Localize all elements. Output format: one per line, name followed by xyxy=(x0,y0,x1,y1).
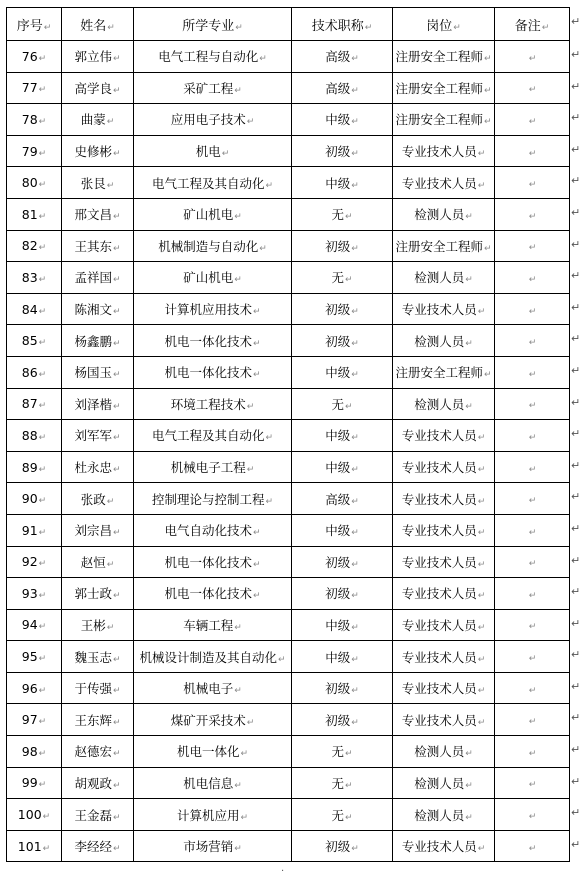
cell-post: 专业技术人员↵ xyxy=(393,672,495,704)
cell-no: 76↵ xyxy=(7,41,62,73)
cell-name: 杨国玉↵ xyxy=(62,356,134,388)
cell-major: 机械制造与自动化↵ xyxy=(134,230,292,262)
cell-note: ↵ xyxy=(495,799,570,831)
row-end-mark: ↵ xyxy=(571,806,581,819)
table-row xyxy=(7,325,570,357)
row-end-mark: ↵ xyxy=(571,301,581,314)
cell-note: ↵ xyxy=(495,293,570,325)
cell-note: ↵ xyxy=(495,483,570,515)
cell-no: 91↵ xyxy=(7,514,62,546)
cell-note: ↵ xyxy=(495,736,570,768)
cell-no: 96↵ xyxy=(7,672,62,704)
cell-name: 赵德宏↵ xyxy=(62,736,134,768)
row-end-mark: ↵ xyxy=(571,427,581,440)
cell-no: 94↵ xyxy=(7,609,62,641)
cell-major: 机电一体化技术↵ xyxy=(134,356,292,388)
cell-name: 孟祥国↵ xyxy=(62,262,134,294)
row-end-mark: ↵ xyxy=(571,15,581,28)
cell-post: 专业技术人员↵ xyxy=(393,483,495,515)
cell-title: 无↵ xyxy=(292,736,393,768)
cell-title: 初级↵ xyxy=(292,230,393,262)
cell-name: 史修彬↵ xyxy=(62,135,134,167)
cell-major: 矿山机电↵ xyxy=(134,262,292,294)
header-cell-post: 岗位↵ xyxy=(393,8,495,41)
table-row xyxy=(7,609,570,641)
cell-note: ↵ xyxy=(495,514,570,546)
cell-major: 机电一体化技术↵ xyxy=(134,325,292,357)
cell-no: 81↵ xyxy=(7,198,62,230)
cell-title: 无↵ xyxy=(292,262,393,294)
cell-name: 王其东↵ xyxy=(62,230,134,262)
cell-no: 93↵ xyxy=(7,578,62,610)
cell-post: 专业技术人员↵ xyxy=(393,609,495,641)
cell-no: 98↵ xyxy=(7,736,62,768)
cell-title: 中级↵ xyxy=(292,356,393,388)
row-end-mark: ↵ xyxy=(571,174,581,187)
cell-title: 初级↵ xyxy=(292,546,393,578)
table-row xyxy=(7,104,570,136)
table-row xyxy=(7,578,570,610)
cell-note: ↵ xyxy=(495,546,570,578)
cell-post: 检测人员↵ xyxy=(393,198,495,230)
cell-name: 胡观政↵ xyxy=(62,767,134,799)
cell-note: ↵ xyxy=(495,104,570,136)
cell-title: 高级↵ xyxy=(292,72,393,104)
cell-note: ↵ xyxy=(495,198,570,230)
cell-title: 中级↵ xyxy=(292,641,393,673)
cell-post: 注册安全工程师↵ xyxy=(393,104,495,136)
cell-title: 初级↵ xyxy=(292,135,393,167)
cell-post: 检测人员↵ xyxy=(393,767,495,799)
cell-major: 机械电子↵ xyxy=(134,672,292,704)
cell-name: 张艮↵ xyxy=(62,167,134,199)
page-corner-mark: · xyxy=(281,866,285,877)
cell-major: 电气工程与自动化↵ xyxy=(134,41,292,73)
header-cell-name: 姓名↵ xyxy=(62,8,134,41)
row-end-mark: ↵ xyxy=(571,269,581,282)
cell-title: 中级↵ xyxy=(292,420,393,452)
row-end-mark: ↵ xyxy=(571,711,581,724)
cell-no: 99↵ xyxy=(7,767,62,799)
cell-name: 王东辉↵ xyxy=(62,704,134,736)
cell-post: 专业技术人员↵ xyxy=(393,293,495,325)
cell-name: 郭立伟↵ xyxy=(62,41,134,73)
cell-major: 电气自动化技术↵ xyxy=(134,514,292,546)
cell-note: ↵ xyxy=(495,420,570,452)
cell-title: 高级↵ xyxy=(292,41,393,73)
cell-note: ↵ xyxy=(495,578,570,610)
cell-no: 78↵ xyxy=(7,104,62,136)
cell-note: ↵ xyxy=(495,388,570,420)
cell-no: 77↵ xyxy=(7,72,62,104)
table-row xyxy=(7,72,570,104)
row-end-mark: ↵ xyxy=(571,238,581,251)
row-end-mark: ↵ xyxy=(571,648,581,661)
cell-no: 89↵ xyxy=(7,451,62,483)
row-end-mark: ↵ xyxy=(571,743,581,756)
table-row xyxy=(7,420,570,452)
cell-note: ↵ xyxy=(495,830,570,862)
cell-title: 无↵ xyxy=(292,767,393,799)
cell-post: 专业技术人员↵ xyxy=(393,830,495,862)
header-cell-major: 所学专业↵ xyxy=(134,8,292,41)
row-end-mark: ↵ xyxy=(571,838,581,851)
cell-no: 84↵ xyxy=(7,293,62,325)
cell-no: 79↵ xyxy=(7,135,62,167)
cell-name: 张政↵ xyxy=(62,483,134,515)
cell-no: 83↵ xyxy=(7,262,62,294)
cell-note: ↵ xyxy=(495,451,570,483)
table-row xyxy=(7,514,570,546)
table-row xyxy=(7,198,570,230)
cell-name: 刘宗昌↵ xyxy=(62,514,134,546)
cell-note: ↵ xyxy=(495,325,570,357)
row-end-mark: ↵ xyxy=(571,364,581,377)
cell-no: 86↵ xyxy=(7,356,62,388)
cell-post: 专业技术人员↵ xyxy=(393,546,495,578)
cell-major: 机电信息↵ xyxy=(134,767,292,799)
cell-name: 刘泽楷↵ xyxy=(62,388,134,420)
cell-post: 注册安全工程师↵ xyxy=(393,72,495,104)
cell-post: 专业技术人员↵ xyxy=(393,641,495,673)
cell-no: 92↵ xyxy=(7,546,62,578)
row-end-mark: ↵ xyxy=(571,554,581,567)
row-end-mark: ↵ xyxy=(571,332,581,345)
table-row xyxy=(7,799,570,831)
cell-name: 高学良↵ xyxy=(62,72,134,104)
row-end-mark: ↵ xyxy=(571,80,581,93)
table-row xyxy=(7,483,570,515)
cell-name: 郭士政↵ xyxy=(62,578,134,610)
cell-post: 检测人员↵ xyxy=(393,325,495,357)
table-row xyxy=(7,672,570,704)
row-end-mark: ↵ xyxy=(571,585,581,598)
cell-no: 85↵ xyxy=(7,325,62,357)
cell-name: 魏玉志↵ xyxy=(62,641,134,673)
cell-name: 李经经↵ xyxy=(62,830,134,862)
row-end-mark: ↵ xyxy=(571,680,581,693)
cell-no: 95↵ xyxy=(7,641,62,673)
cell-title: 初级↵ xyxy=(292,672,393,704)
cell-major: 采矿工程↵ xyxy=(134,72,292,104)
cell-major: 机电↵ xyxy=(134,135,292,167)
row-end-mark: ↵ xyxy=(571,459,581,472)
cell-major: 矿山机电↵ xyxy=(134,198,292,230)
header-cell-no: 序号↵ xyxy=(7,8,62,41)
table-row xyxy=(7,135,570,167)
cell-major: 电气工程及其自动化↵ xyxy=(134,167,292,199)
row-end-mark: ↵ xyxy=(571,111,581,124)
table-row xyxy=(7,767,570,799)
cell-post: 专业技术人员↵ xyxy=(393,135,495,167)
cell-no: 80↵ xyxy=(7,167,62,199)
cell-major: 机械设计制造及其自动化↵ xyxy=(134,641,292,673)
cell-post: 专业技术人员↵ xyxy=(393,514,495,546)
cell-title: 初级↵ xyxy=(292,325,393,357)
cell-title: 初级↵ xyxy=(292,293,393,325)
cell-title: 中级↵ xyxy=(292,609,393,641)
cell-note: ↵ xyxy=(495,641,570,673)
table-row xyxy=(7,704,570,736)
cell-post: 注册安全工程师↵ xyxy=(393,356,495,388)
table-row xyxy=(7,546,570,578)
row-end-mark: ↵ xyxy=(571,490,581,503)
cell-note: ↵ xyxy=(495,356,570,388)
cell-note: ↵ xyxy=(495,672,570,704)
cell-major: 计算机应用技术↵ xyxy=(134,293,292,325)
cell-note: ↵ xyxy=(495,609,570,641)
table-row xyxy=(7,736,570,768)
table-body xyxy=(7,41,570,862)
cell-title: 高级↵ xyxy=(292,483,393,515)
cell-name: 杨鑫鹏↵ xyxy=(62,325,134,357)
row-end-mark: ↵ xyxy=(571,206,581,219)
cell-title: 无↵ xyxy=(292,198,393,230)
cell-title: 初级↵ xyxy=(292,830,393,862)
header-cell-title: 技术职称↵ xyxy=(292,8,393,41)
table-row xyxy=(7,41,570,73)
cell-no: 100↵ xyxy=(7,799,62,831)
cell-major: 机电一体化技术↵ xyxy=(134,578,292,610)
cell-title: 无↵ xyxy=(292,388,393,420)
cell-title: 中级↵ xyxy=(292,104,393,136)
cell-post: 注册安全工程师↵ xyxy=(393,230,495,262)
cell-title: 中级↵ xyxy=(292,167,393,199)
cell-major: 应用电子技术↵ xyxy=(134,104,292,136)
row-end-mark: ↵ xyxy=(571,143,581,156)
cell-post: 专业技术人员↵ xyxy=(393,704,495,736)
table-row xyxy=(7,230,570,262)
cell-no: 88↵ xyxy=(7,420,62,452)
cell-note: ↵ xyxy=(495,704,570,736)
cell-major: 机电一体化↵ xyxy=(134,736,292,768)
cell-post: 检测人员↵ xyxy=(393,736,495,768)
cell-major: 电气工程及其自动化↵ xyxy=(134,420,292,452)
cell-title: 无↵ xyxy=(292,799,393,831)
table-row xyxy=(7,388,570,420)
cell-note: ↵ xyxy=(495,230,570,262)
header-cell-note: 备注↵ xyxy=(495,8,570,41)
cell-post: 检测人员↵ xyxy=(393,262,495,294)
cell-major: 环境工程技术↵ xyxy=(134,388,292,420)
cell-post: 专业技术人员↵ xyxy=(393,578,495,610)
cell-post: 专业技术人员↵ xyxy=(393,167,495,199)
cell-major: 机电一体化技术↵ xyxy=(134,546,292,578)
cell-major: 机械电子工程↵ xyxy=(134,451,292,483)
cell-title: 中级↵ xyxy=(292,514,393,546)
cell-post: 检测人员↵ xyxy=(393,388,495,420)
cell-note: ↵ xyxy=(495,41,570,73)
cell-major: 车辆工程↵ xyxy=(134,609,292,641)
table-row xyxy=(7,830,570,862)
row-end-mark: ↵ xyxy=(571,522,581,535)
row-end-mark: ↵ xyxy=(571,775,581,788)
table-row xyxy=(7,356,570,388)
cell-no: 101↵ xyxy=(7,830,62,862)
cell-name: 于传强↵ xyxy=(62,672,134,704)
cell-name: 刘军军↵ xyxy=(62,420,134,452)
cell-name: 杜永忠↵ xyxy=(62,451,134,483)
cell-note: ↵ xyxy=(495,135,570,167)
cell-note: ↵ xyxy=(495,72,570,104)
cell-no: 82↵ xyxy=(7,230,62,262)
cell-post: 专业技术人员↵ xyxy=(393,451,495,483)
cell-post: 检测人员↵ xyxy=(393,799,495,831)
table-row xyxy=(7,167,570,199)
cell-name: 王彬↵ xyxy=(62,609,134,641)
cell-no: 97↵ xyxy=(7,704,62,736)
cell-major: 计算机应用↵ xyxy=(134,799,292,831)
table-row xyxy=(7,293,570,325)
row-end-mark: ↵ xyxy=(571,617,581,630)
cell-post: 注册安全工程师↵ xyxy=(393,41,495,73)
cell-title: 中级↵ xyxy=(292,451,393,483)
cell-no: 90↵ xyxy=(7,483,62,515)
table-row xyxy=(7,641,570,673)
cell-name: 王金磊↵ xyxy=(62,799,134,831)
cell-title: 初级↵ xyxy=(292,704,393,736)
table-row xyxy=(7,451,570,483)
table-row xyxy=(7,262,570,294)
cell-no: 87↵ xyxy=(7,388,62,420)
cell-major: 煤矿开采技术↵ xyxy=(134,704,292,736)
cell-note: ↵ xyxy=(495,767,570,799)
cell-name: 陈湘文↵ xyxy=(62,293,134,325)
cell-post: 专业技术人员↵ xyxy=(393,420,495,452)
cell-name: 曲蒙↵ xyxy=(62,104,134,136)
row-end-mark: ↵ xyxy=(571,48,581,61)
cell-note: ↵ xyxy=(495,262,570,294)
cell-major: 市场营销↵ xyxy=(134,830,292,862)
cell-name: 邢文昌↵ xyxy=(62,198,134,230)
cell-title: 初级↵ xyxy=(292,578,393,610)
cell-name: 赵恒↵ xyxy=(62,546,134,578)
row-end-mark: ↵ xyxy=(571,396,581,409)
table-header-row xyxy=(7,8,570,41)
cell-note: ↵ xyxy=(495,167,570,199)
cell-major: 控制理论与控制工程↵ xyxy=(134,483,292,515)
staff-table xyxy=(6,7,570,862)
